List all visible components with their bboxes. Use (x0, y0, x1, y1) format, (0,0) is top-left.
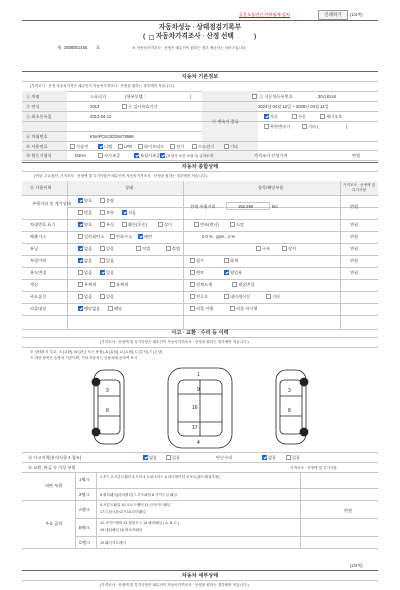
odo-opt-normal: 보통 (106, 210, 115, 215)
tuning-legal-checkbox[interactable] (136, 246, 141, 251)
color-opt-achromatic: 무채색 (84, 282, 97, 287)
fuel-opt-hybrid: 하이브리드 (144, 143, 165, 149)
accident-title: 사고 · 교환 · 수리 등 이력 (171, 330, 229, 336)
recall-opt-yes: 해당 (114, 306, 123, 311)
transmission-label: ⑦ 변속기 종류 (212, 119, 239, 124)
row-label-vin: 차대번호 표기 (30, 222, 56, 227)
motor-label: ⑩ 원동기형식 (26, 153, 52, 158)
year: 2013 (90, 104, 100, 109)
row-label-special: 특별이력 (30, 258, 47, 263)
emission-opt-smoke: 매연 (144, 234, 153, 239)
tuning-none-checkbox[interactable] (78, 246, 83, 251)
special-notes-label: 가격조사 · 산정액 및 특기사항 (290, 465, 337, 470)
first-reg: 2013-04-12 (90, 114, 112, 119)
accident-yes-checkbox[interactable] (166, 455, 171, 460)
page-indicator: (1/4쪽) (350, 11, 363, 17)
odo-normal-checkbox[interactable] (100, 210, 105, 215)
outer-rank2-items: 6.쿼터패널(리어펜더) 7.루프패널 8.사이드실 패널 (100, 492, 177, 497)
fuel-opt-hydrogen: 수소전기 (198, 143, 215, 149)
inspection-checkbox[interactable] (122, 104, 127, 109)
tuning-opt-legal: 적법 (142, 246, 151, 251)
special-opt-fire: 화재 (230, 258, 239, 263)
odo-opt-many: 많음 (84, 210, 93, 215)
options-opt-sunroof: 썬루프 (196, 294, 209, 299)
car-damage-diagram (60, 364, 340, 450)
reg-no-label: ② 자동차등록번호 (259, 94, 293, 99)
recall-na-checkbox[interactable] (78, 306, 83, 311)
usage-price-unit: 만원 (350, 270, 359, 275)
frame-rankB-label: B랭크 (79, 525, 90, 530)
frame-price-unit: 만원 (344, 508, 353, 513)
fuel-other-checkbox[interactable] (224, 144, 229, 149)
usage-opt-none: 없음 (84, 270, 93, 275)
odo-few-checkbox[interactable] (122, 210, 127, 215)
options-none-checkbox[interactable] (78, 294, 83, 299)
transmission-opt-semi: 세미오토 (326, 114, 343, 119)
emission-opt-co: 일산화탄소 (84, 234, 105, 239)
options-opt-navi: 네비게이션 (230, 294, 251, 299)
accident-none-checkbox[interactable] (143, 455, 148, 460)
inspection-period: 2024년 04월 12일 ~ 2026년 04월 11일 (258, 104, 329, 109)
vin-opt-diff: 상이 (164, 222, 173, 227)
vin-corrosion-checkbox[interactable] (100, 222, 105, 227)
print-button[interactable]: 인쇄하기 (318, 10, 348, 20)
panel-number-3-left: 3 (106, 388, 109, 394)
inspection-period-label: ④ 검사유효기간 (128, 104, 158, 109)
detail-title: 자동차 세부상태 (181, 573, 219, 579)
emission-smoke-checkbox[interactable] (138, 234, 143, 239)
usage-yes-checkbox[interactable] (100, 270, 105, 275)
special-flood-checkbox[interactable] (190, 258, 195, 263)
special-opt-yes: 있음 (106, 258, 115, 263)
reg-no: 30다8144 (318, 94, 337, 99)
color-chromatic-checkbox[interactable] (110, 282, 115, 287)
car-name-label: ① 차명 (26, 94, 40, 99)
doc-number: 2508601455 (64, 45, 88, 50)
recall-notdone-checkbox[interactable] (230, 306, 235, 311)
usage-none-checkbox[interactable] (78, 270, 83, 275)
vin-diff-checkbox[interactable] (158, 222, 163, 227)
fuel-opt-other: 기타 (230, 143, 239, 149)
transmission-other-close: ) (346, 124, 348, 129)
emission-opt-hc: 탄화수소 (116, 234, 133, 239)
frame-rankC-items: 19.패키지트레이 (100, 540, 126, 545)
outer-panel-label: 외판 부위 (45, 483, 63, 488)
color-opt-fullpaint: 전체도색 (196, 282, 213, 287)
special-opt-flood: 침수 (196, 258, 205, 263)
row-label-odometer: 주행거리 및 계기상태 (32, 201, 71, 206)
odometer-value: 152,290 (238, 203, 254, 209)
fuel-hydrogen-checkbox[interactable] (192, 144, 197, 149)
fuel-electric-checkbox[interactable] (170, 144, 175, 149)
year-label: ③ 연식 (26, 104, 40, 109)
doc-number-suffix: 호 (96, 45, 101, 50)
vin-painted-checkbox[interactable] (230, 222, 235, 227)
car-name-detail-close: ) (190, 94, 192, 99)
overall-note: (색상, 주요옵션, 가격조사 · 산정액 및 특기사항은 매수인이 자동차가격조사 · 산정을 원하는 경우에만 적습니다.) (34, 174, 208, 178)
panel-number-16: 16 (192, 405, 198, 411)
special-yes-checkbox[interactable] (100, 258, 105, 263)
special-none-checkbox[interactable] (78, 258, 83, 263)
page-subtitle: 자동차가격조사 · 산정 선택 (156, 33, 234, 40)
odo-bad-checkbox[interactable] (100, 198, 105, 203)
tuning-illegal-checkbox[interactable] (166, 246, 171, 251)
warranty-note: (보험사 보증 보험사) 업자소개 (166, 153, 214, 158)
tuning-opt-yes: 있음 (106, 246, 115, 251)
warranty-opt-insurance: 보험사보증 (140, 153, 161, 158)
transmission-opt-auto: 자동 (270, 114, 279, 119)
accident-opt-yes: 있음 (172, 455, 181, 460)
emission-value: 0.0 % , ppm , 1 % (202, 234, 236, 239)
col-state: 상태 (125, 185, 134, 190)
emission-hc-checkbox[interactable] (110, 234, 115, 239)
fuel-diesel-checkbox[interactable] (98, 144, 103, 149)
options-navi-checkbox[interactable] (224, 294, 229, 299)
basic-info-title: 자동차 기본정보 (181, 74, 219, 80)
fuel-opt-gasoline: 가솔린 (76, 143, 89, 149)
odometer-unit: km (272, 204, 278, 209)
odometer-label: 현재 주행거리 (190, 204, 216, 209)
vin-label: ⑥ 차대번호 (26, 134, 48, 139)
install-notice-link[interactable]: 공문도움연인 안보팁에 설치 (239, 12, 290, 17)
usage-business-checkbox[interactable] (224, 270, 229, 275)
frame-rankA-items: 9.프론트패널 10.크로스멤버 11.인사이드패널 (100, 503, 171, 507)
transmission-opt-other: 기타 ( (308, 124, 319, 129)
row-label-options: 주요옵션 (30, 294, 47, 299)
special-fire-checkbox[interactable] (224, 258, 229, 263)
subtitle-open: ( (143, 33, 146, 40)
row-label-emission: 배출가스 (30, 234, 47, 239)
overall-title: 자동차 종합상태 (181, 164, 219, 170)
accident-note: (가격조사 · 산정액 및 특기사항은 매수인이 자동차가격조사 · 산정을 원하는 경우에만 적습니다.) (100, 340, 249, 344)
row-label-recall: 리콜대상 (30, 306, 47, 311)
reg-no-checkbox[interactable] (252, 94, 257, 99)
fuel-opt-lpg: LPG (124, 143, 133, 149)
price-unit: 만원 (352, 153, 361, 158)
options-opt-other: 기타 (272, 294, 281, 299)
outer-rank2-label: 2랭크 (79, 492, 90, 497)
col-item: 항목/해당부품 (258, 185, 284, 190)
special-price-unit: 만원 (350, 258, 359, 263)
vin-opt-painted: 도말 (236, 222, 245, 227)
col-usage: ⑪ 사용이력 (30, 185, 52, 190)
detail-note: (가격조사 · 산정액 및 특기사항은 매수인이 자동차가격조사 · 산정을 원하는 경우에만 적습니다.) (100, 583, 249, 587)
tuning-opt-structure: 구조 (262, 246, 271, 251)
tuning-price-unit: 만원 (350, 246, 359, 251)
accident-legend-1: ※ 상태표시 부호 : X (교환), W (판금 또는 용접), A (흠집), U (요철), C (부식), T (손상) (30, 350, 163, 354)
vin-altered-checkbox[interactable] (194, 222, 199, 227)
color-change-checkbox[interactable] (232, 282, 237, 287)
car-name-detail: (세부모델 : (125, 94, 145, 99)
panel-number-9: 9 (197, 387, 200, 393)
options-sunroof-checkbox[interactable] (190, 294, 195, 299)
panel-number-8-left: 8 (106, 408, 109, 414)
frame-rankC-label: C랭크 (79, 540, 91, 545)
color-fullpaint-checkbox[interactable] (190, 282, 195, 287)
vin-good-checkbox[interactable] (78, 222, 83, 227)
odo-opt-good: 양호 (84, 198, 93, 203)
color-opt-chromatic: 유채색 (116, 282, 129, 287)
vin-opt-damage: 훼손(오손) (128, 222, 147, 227)
col-price: 가격조사 · 산정액 및 특기사항 (343, 183, 375, 192)
page-title: 자동차성능 · 상태점검기록부 (158, 24, 242, 31)
vin-opt-good: 양호 (84, 222, 93, 227)
usage-rent-checkbox[interactable] (190, 270, 195, 275)
emission-price-unit: 만원 (350, 234, 359, 239)
warranty-opt-self: 자가보증 (104, 153, 121, 158)
basic-info-note: (가격조사 · 산정 자동차가격은 매수인이 자동차가격조사 · 산정을 원하는 경우에만 적습니다.) (30, 84, 175, 88)
accident-history-label: ⑬ 사고이력(유의사항 4 참조) (28, 455, 82, 460)
main-frame-label: 주요 골격 (45, 521, 63, 526)
repair-opt-yes: 있음 (292, 455, 301, 460)
panel-number-1: 1 (197, 372, 200, 378)
fuel-lpg-checkbox[interactable] (118, 144, 123, 149)
special-opt-none: 없음 (84, 258, 93, 263)
frame-rankB-items: 12.사이드멤버 13.휠하우스 14.필러패널 ( A, B, C ) (100, 521, 179, 525)
usage-opt-yes: 있음 (106, 270, 115, 275)
odo-good-checkbox[interactable] (78, 198, 83, 203)
tuning-yes-checkbox[interactable] (100, 246, 105, 251)
tuning-opt-device: 장치 (288, 246, 297, 251)
recall-yes-checkbox[interactable] (108, 306, 113, 311)
repair-none-checkbox[interactable] (262, 455, 267, 460)
tuning-opt-illegal: 불법 (172, 246, 181, 251)
tuning-device-checkbox[interactable] (282, 246, 287, 251)
vin-opt-altered: 변조(변타) (200, 222, 219, 227)
panel-number-8-right: 8 (288, 408, 291, 414)
row-label-tuning: 튜닝 (30, 246, 39, 251)
vin: KNAPC813DD6479586 (90, 134, 134, 139)
exchange-label: ⑭ 교환, 판금 등 이상 부위 (28, 465, 76, 470)
recall-opt-na: 해당없음 (84, 306, 101, 311)
recall-done-checkbox[interactable] (190, 306, 195, 311)
car-name: 스포티지 (90, 94, 107, 99)
recall-opt-done: 리콜 이행 (196, 306, 214, 311)
fuel-opt-electric: 전기 (176, 143, 185, 149)
panel-number-3-right: 3 (288, 388, 291, 394)
fuel-label: ⑧ 사용연료 (26, 143, 48, 149)
repair-yes-checkbox[interactable] (286, 455, 291, 460)
panel-number-17: 17 (192, 425, 198, 431)
repair-opt-none: 없음 (268, 455, 277, 460)
recall-opt-notdone: 리콜 미이행 (236, 306, 258, 311)
odo-opt-few: 적음 (128, 210, 137, 215)
options-opt-yes: 있음 (106, 294, 115, 299)
transmission-opt-cvt: 무단변속기 (270, 124, 291, 129)
fuel-hybrid-checkbox[interactable] (138, 144, 143, 149)
price-label: 가격조사 산정가격 (254, 153, 288, 158)
doc-number-label: 제 (57, 45, 62, 50)
motor: D4HA (75, 153, 87, 158)
warranty-business-checkbox[interactable] (160, 153, 165, 158)
odo-opt-bad: 불량 (106, 198, 115, 203)
warranty-self-checkbox[interactable] (98, 153, 103, 158)
transmission-cvt-checkbox[interactable] (264, 124, 269, 129)
accident-legend-2: ※ 하단 항목은 승용차 기준이며, 기타 자동차는 승용차에 준하여 표시 (30, 356, 138, 360)
page2-indicator: (2/4쪽) (350, 563, 363, 568)
frame-rankB-items-2: 15.대쉬패널 16.플로어패널 (100, 528, 143, 532)
frame-rankA-label: A랭크 (79, 507, 90, 512)
header-notice: ※ 자동차가격조사 · 산정은 매수인이 원하는 경우 제공하는 서비스입니다. (132, 45, 247, 50)
outer-rank1-items: 1.후드 2.프론트펜더 3.도어 4.트렁크리드 5.라디에이터 서포트(볼트체결부품) (100, 475, 220, 479)
odo-many-checkbox[interactable] (78, 210, 83, 215)
vin-opt-corrosion: 부식 (106, 222, 115, 227)
warranty-insurance-checkbox[interactable] (134, 153, 139, 158)
options-yes-checkbox[interactable] (100, 294, 105, 299)
top-border (22, 20, 378, 21)
color-achromatic-checkbox[interactable] (78, 282, 83, 287)
odo-price-unit: 만원 (350, 204, 359, 209)
transmission-semi-checkbox[interactable] (320, 114, 325, 119)
price-survey-checkbox[interactable] (149, 35, 154, 40)
options-other-checkbox[interactable] (266, 294, 271, 299)
usage-opt-business: 영업용 (230, 270, 243, 275)
subtitle-close: ) (254, 33, 257, 40)
row-label-usage: 용도변경 (30, 270, 47, 275)
transmission-auto-checkbox[interactable] (264, 114, 269, 119)
frame-rankA-items-2: 17.트렁크플로어 18.리어패널 (100, 510, 146, 514)
usage-opt-rent: 렌트 (196, 270, 205, 275)
vin-damage-checkbox[interactable] (122, 222, 127, 227)
emission-co-checkbox[interactable] (78, 234, 83, 239)
tuning-structure-checkbox[interactable] (256, 246, 261, 251)
vin-price-unit: 만원 (350, 222, 359, 227)
transmission-opt-manual: 수동 (298, 114, 307, 119)
options-opt-none: 없음 (84, 294, 93, 299)
outer-rank1-label: 1랭크 (79, 477, 90, 482)
row-label-color: 색상 (30, 282, 39, 287)
tuning-opt-none: 없음 (84, 246, 93, 251)
first-reg-label: ⑤ 최초등록일 (26, 114, 52, 119)
accident-opt-none: 없음 (149, 455, 158, 460)
fuel-opt-diesel: 디젤 (104, 143, 113, 149)
fuel-gasoline-checkbox[interactable] (70, 144, 75, 149)
transmission-other-checkbox[interactable] (302, 124, 307, 129)
panel-number-4: 4 (197, 440, 200, 446)
transmission-manual-checkbox[interactable] (292, 114, 297, 119)
color-opt-change: 색상변경 (238, 282, 255, 287)
simple-repair-label: 단순수리 (216, 455, 233, 460)
